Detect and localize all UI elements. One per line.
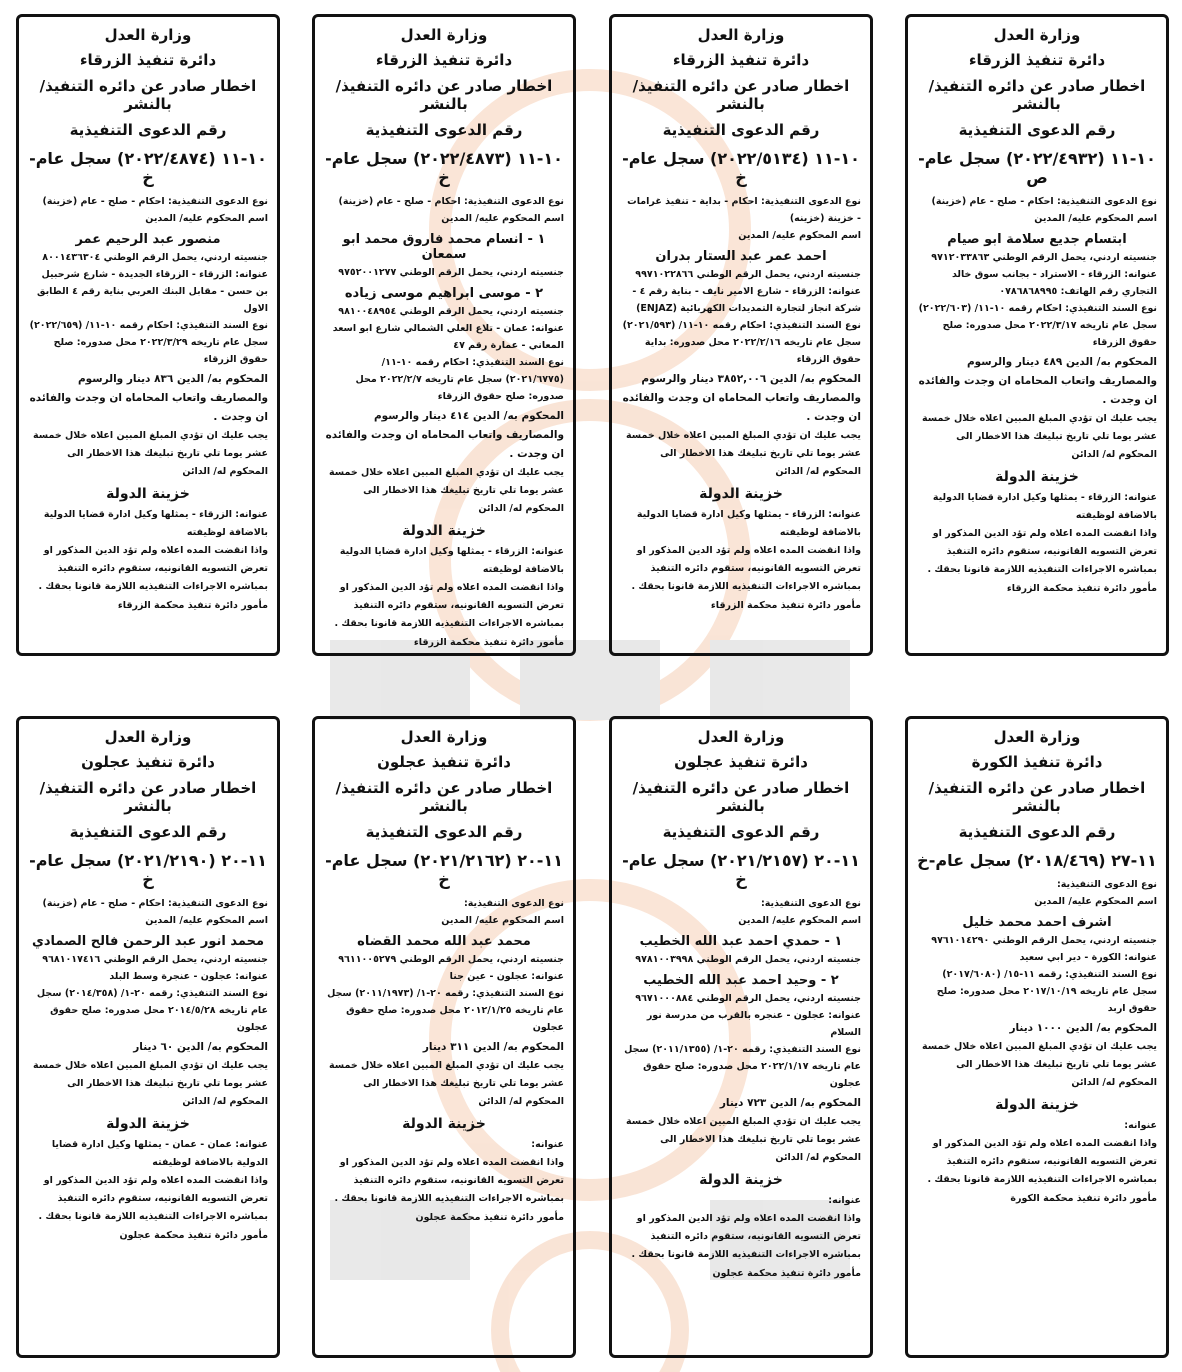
creditor-address: عنوانه: الزرقاء - يمثلها وكيل ادارة قضايا الدولية بالاضافة لوظيفته [932, 492, 1157, 521]
ministry-heading: وزارة العدل [993, 728, 1081, 746]
debtor-details: جنسيته اردني، يحمل الرقم الوطني ٩٦١١٠٠٥٢٧٩ [338, 954, 564, 965]
payment-demand: يجب عليك ان تؤدي المبلغ المبين اعلاه خلال خمسة عشر يوما تلي تاريخ تبليغك هذا الاخطار الى المحكوم له/ الدائن [626, 430, 861, 477]
debtor-details: جنسيته اردني، يحمل الرقم الوطني ٩٧٦١٠١٤٢٩٠ [931, 935, 1157, 946]
department-heading: دائرة تنفيذ الزرقاء [375, 51, 513, 69]
case-label: رقم الدعوى التنفيذية [365, 121, 523, 139]
case-number: ١١-٢٠ (٢٠٢١/٢١٥٧) سجل عام-خ [622, 851, 860, 889]
creditor-name: خزينة الدولة [699, 486, 783, 502]
debtor-details: جنسيته اردني، يحمل الرقم الوطني ٩٨١٠٠٤٨٩٥٤ [338, 306, 564, 317]
payment-demand: يجب عليك ان تؤدي المبلغ المبين اعلاه خلال خمسة عشر يوما تلي تاريخ تبليغك هذا الاخطار الى المحكوم له/ الدائن [626, 1116, 861, 1163]
executive-deed: نوع السند التنفيذي: احكام رقمه ١٠-١١/ (٢٠٢١/٥٩٣) سجل عام تاريخه ٢٠٢٢/٢/١٦ محل صدوره: بداية حقوق الزرقاء [622, 320, 861, 365]
debtor-name: ١ - انسام محمد فاروق محمد ابو سمعان [342, 232, 546, 262]
creditor-name: خزينة الدولة [402, 523, 486, 539]
ministry-heading: وزارة العدل [400, 728, 488, 746]
creditor-name: خزينة الدولة [995, 1097, 1079, 1113]
debtor-address: عنوانه: الزرقاء - شارع الامير نايف - بناية رقم ٤ - شركة انجاز لتجارة التمديدات الكهربائية (ENJAZ) [632, 286, 861, 314]
creditor-name: خزينة الدولة [402, 1116, 486, 1132]
debtor-name: محمد انور عبد الرحمن فالح الصمادي [31, 934, 265, 949]
debtor-details: جنسيته اردني، يحمل الرقم الوطني ٩٦٨١٠١٧٤١٦ [42, 954, 268, 965]
debtor-details: جنسيته اردني، يحمل الرقم الوطني ٩٧١٢٠٣٣٨٦٣ [931, 252, 1157, 263]
case-label: رقم الدعوى التنفيذية [958, 823, 1116, 841]
amount-due: المحكوم به/ الدين ٣١١ دينار [422, 1041, 564, 1053]
legal-warning: واذا انقضت المده اعلاه ولم تؤد الدين المذكور او تعرض التسويه القانونيه، ستقوم دائره التنفيذ بمباشره الاجراءات التنفيذيه اللازمة قانونا بحقك . [631, 545, 861, 592]
department-heading: دائرة تنفيذ عجلون [81, 753, 215, 771]
debtor-label: اسم المحكوم عليه/ المدين [441, 915, 564, 926]
case-type: نوع الدعوى التنفيذية: [1056, 879, 1157, 890]
payment-demand: يجب عليك ان تؤدي المبلغ المبين اعلاه خلال خمسة عشر يوما تلي تاريخ تبليغك هذا الاخطار الى المحكوم له/ الدائن [329, 467, 564, 514]
debtor-address: عنوانه: عجلون - عنجرة وسط البلد [109, 971, 268, 982]
department-heading: دائرة تنفيذ الزرقاء [672, 51, 810, 69]
executive-deed: نوع السند التنفيذي: رقمه ٢٠-١/ (٢٠١١/١٣٥٥) سجل عام تاريخه ٢٠٢٢/١/١٧ محل صدوره: صلح حقوق عجلون [624, 1044, 861, 1089]
case-type: نوع الدعوى التنفيذية: احكام - صلح - عام (خزينة) [338, 196, 564, 207]
officer-signature: مأمور دائرة تنفيذ محكمة عجلون [415, 1212, 564, 1223]
amount-due: المحكوم به/ الدين ٧٢٣ دينار [719, 1097, 861, 1109]
debtor-label: اسم المحكوم عليه/ المدين [1034, 896, 1157, 907]
debtor-name: ٢ - موسى ابراهيم موسى زياده [344, 286, 544, 301]
creditor-address: عنوانه: الزرقاء - يمثلها وكيل ادارة قضايا الدولية بالاضافة لوظيفته [339, 546, 564, 575]
creditor-address: عنوانه: [531, 1139, 564, 1150]
case-number: ١٠-١١ (٢٠٢٢/٤٨٧٤) سجل عام-خ [29, 149, 267, 187]
case-number: ١٠-١١ (٢٠٢٢/٤٨٧٣) سجل عام-خ [325, 149, 563, 187]
amount-due: المحكوم به/ الدين ١٠٠٠ دينار [1009, 1022, 1157, 1034]
ministry-heading: وزارة العدل [993, 26, 1081, 44]
case-label: رقم الدعوى التنفيذية [365, 823, 523, 841]
ministry-heading: وزارة العدل [104, 728, 192, 746]
executive-deed: نوع السند التنفيذي: احكام رقمه ١٠-١١/ (٢٠٢٢/٦٥٩) سجل عام تاريخه ٢٠٢٢/٣/٢٩ محل صدوره: صلح حقوق الزرقاء [29, 320, 268, 365]
notice-card [16, 14, 280, 656]
debtor-label: اسم المحكوم عليه/ المدين [145, 915, 268, 926]
amount-due: المحكوم به/ الدين ٣٨٥٢,٠٠٦ دينار والرسوم والمصاريف واتعاب المحاماه ان وجدت والفائده ان وجدت . [622, 373, 861, 423]
department-heading: دائرة تنفيذ الكورة [971, 753, 1103, 771]
executive-deed: نوع السند التنفيذي: احكام رقمه ١٠-١١/ (٢٠٢١/٦٧٧٥) سجل عام تاريخه ٢٠٢٢/٢/٧ محل صدوره: صلح حقوق الزرقاء [355, 357, 564, 402]
debtor-address: عنوانه: الزرقاء - الاستراد - بجانب سوق خالد التجاري رقم الهاتف: ٠٧٨٦٨٦٨٩٩٥ [951, 269, 1157, 297]
officer-signature: مأمور دائرة تنفيذ محكمة الزرقاء [413, 637, 564, 648]
case-label: رقم الدعوى التنفيذية [69, 121, 227, 139]
debtor-address: عنوانه: عجلون - عين جنا [449, 971, 564, 982]
executive-deed: نوع السند التنفيذي: رقمه ٢٠-١/ (٢٠١٤/٣٥٨) سجل عام تاريخه ٢٠١٤/٥/٢٨ محل صدوره: صلح حقوق عجلون [36, 988, 268, 1033]
ministry-heading: وزارة العدل [697, 26, 785, 44]
creditor-address: عنوانه: عمان - عمان - يمثلها وكيل ادارة قضايا الدولية بالاضافة لوظيفته [51, 1139, 268, 1168]
case-label: رقم الدعوى التنفيذية [662, 121, 820, 139]
notice-title: اخطار صادر عن دائره التنفيذ/ بالنشر [928, 77, 1146, 113]
debtor-details: جنسيته اردني، يحمل الرقم الوطني ٩٧٨١٠٠٣٩٩٨ [635, 954, 861, 965]
creditor-address: عنوانه: الزرقاء - يمثلها وكيل ادارة قضايا الدولية بالاضافة لوظيفته [43, 509, 268, 538]
officer-signature: مأمور دائرة تنفيذ محكمة عجلون [119, 1230, 268, 1241]
case-type: نوع الدعوى التنفيذية: احكام - صلح - عام (خزينة) [931, 196, 1157, 207]
debtor-name: ٢ - وحيد احمد عبد الله الخطيب [643, 973, 839, 988]
debtor-address: عنوانه: الزرقاء - الزرقاء الجديدة - شارع شرحبيل بن حسن - مقابل البنك العربي بناية رقم ٤ الطابق الاول [37, 269, 268, 314]
officer-signature: مأمور دائرة تنفيذ محكمة عجلون [712, 1268, 861, 1279]
case-label: رقم الدعوى التنفيذية [69, 823, 227, 841]
debtor-address: عنوانه: عمان - تلاع العلي الشمالي شارع ابو اسعد المعاني - عمارة رقم ٤٧ [332, 323, 564, 351]
case-type: نوع الدعوى التنفيذية: احكام - صلح - عام (خزينة) [42, 196, 268, 207]
debtor-details: جنسيته اردني، يحمل الرقم الوطني ٨٠٠١٤٣٦٣٠٤ [42, 252, 268, 263]
debtor-address: عنوانه: عجلون - عنجره بالقرب من مدرسة نور السلام [646, 1010, 861, 1038]
notice-card [609, 716, 873, 1358]
creditor-name: خزينة الدولة [106, 1116, 190, 1132]
department-heading: دائرة تنفيذ الزرقاء [968, 51, 1106, 69]
amount-due: المحكوم به/ الدين ٤١٤ دينار والرسوم والمصاريف واتعاب المحاماه ان وجدت والفائده ان وجدت . [325, 410, 564, 460]
notice-card [312, 716, 576, 1358]
payment-demand: يجب عليك ان تؤدي المبلغ المبين اعلاه خلال خمسة عشر يوما تلي تاريخ تبليغك هذا الاخطار الى المحكوم له/ الدائن [922, 1041, 1157, 1088]
case-label: رقم الدعوى التنفيذية [662, 823, 820, 841]
officer-signature: مأمور دائرة تنفيذ محكمة الزرقاء [1006, 583, 1157, 594]
debtor-details: جنسيته اردني، يحمل الرقم الوطني ٩٦٧١٠٠٠٨٨٤ [635, 993, 861, 1004]
case-type: نوع الدعوى التنفيذية: [463, 898, 564, 909]
payment-demand: يجب عليك ان تؤدي المبلغ المبين اعلاه خلال خمسة عشر يوما تلي تاريخ تبليغك هذا الاخطار الى المحكوم له/ الدائن [33, 1060, 268, 1107]
legal-warning: واذا انقضت المده اعلاه ولم تؤد الدين المذكور او تعرض التسويه القانونيه، ستقوم دائره التنفيذ بمباشره الاجراءات التنفيذيه اللازمة قانونا بحقك . [631, 1213, 861, 1260]
notice-title: اخطار صادر عن دائره التنفيذ/ بالنشر [335, 77, 553, 113]
notice-title: اخطار صادر عن دائره التنفيذ/ بالنشر [39, 779, 257, 815]
debtor-address: عنوانه: الكورة - دير ابي سعيد [1019, 952, 1157, 963]
amount-due: المحكوم به/ الدين ٦٠ دينار [133, 1041, 268, 1053]
case-number: ١١-٢٧ (٢٠١٨/٤٦٩) سجل عام-خ [917, 851, 1157, 870]
officer-signature: مأمور دائرة تنفيذ محكمة الزرقاء [710, 600, 861, 611]
creditor-address: عنوانه: [828, 1195, 861, 1206]
debtor-details: جنسيته اردني، يحمل الرقم الوطني ٩٧٥٢٠٠١٢٧٧ [338, 267, 564, 278]
case-type: نوع الدعوى التنفيذية: احكام - بداية - تنفيذ غرامات - خزينة (خزينه) [627, 196, 861, 224]
case-number: ١١-٢٠ (٢٠٢١/٢١٩٠) سجل عام-خ [29, 851, 267, 889]
payment-demand: يجب عليك ان تؤدي المبلغ المبين اعلاه خلال خمسة عشر يوما تلي تاريخ تبليغك هذا الاخطار الى المحكوم له/ الدائن [33, 430, 268, 477]
creditor-name: خزينة الدولة [995, 469, 1079, 485]
officer-signature: مأمور دائرة تنفيذ محكمة الكورة [1010, 1193, 1157, 1204]
executive-deed: نوع السند التنفيذي: رقمه ١١-١٥/ (٢٠١٧/٦٠٨٠) سجل عام تاريخه ٢٠١٧/١٠/١٩ محل صدوره: صلح حقوق اربد [936, 969, 1157, 1014]
legal-warning: واذا انقضت المده اعلاه ولم تؤد الدين المذكور او تعرض التسويه القانونيه، ستقوم دائره التنفيذ بمباشره الاجراءات التنفيذيه اللازمة قانونا بحقك . [38, 545, 268, 592]
debtor-name: ابتسام جديع سلامة ابو صيام [947, 232, 1127, 247]
notice-title: اخطار صادر عن دائره التنفيذ/ بالنشر [928, 779, 1146, 815]
debtor-name: ١ - حمدي احمد عبد الله الخطيب [639, 934, 843, 949]
notice-title: اخطار صادر عن دائره التنفيذ/ بالنشر [39, 77, 257, 113]
executive-deed: نوع السند التنفيذي: رقمه ٢٠-١/ (٢٠١١/١٩٧٣) سجل عام تاريخه ٢٠١٢/١/٢٥ محل صدوره: صلح حقوق عجلون [327, 988, 564, 1033]
case-type: نوع الدعوى التنفيذية: [760, 898, 861, 909]
creditor-address: عنوانه: [1124, 1120, 1157, 1131]
case-number: ١٠-١١ (٢٠٢٢/٥١٣٤) سجل عام-خ [622, 149, 860, 187]
debtor-name: منصور عبد الرحيم عمر [75, 232, 221, 247]
debtor-label: اسم المحكوم عليه/ المدين [1034, 213, 1157, 224]
legal-warning: واذا انقضت المده اعلاه ولم تؤد الدين المذكور او تعرض التسويه القانونيه، ستقوم دائره التنفيذ بمباشره الاجراءات التنفيذيه اللازمة قانونا بحقك . [334, 1157, 564, 1204]
department-heading: دائرة تنفيذ الزرقاء [79, 51, 217, 69]
creditor-address: عنوانه: الزرقاء - يمثلها وكيل ادارة قضايا الدولية بالاضافة لوظيفته [636, 509, 861, 538]
legal-warning: واذا انقضت المده اعلاه ولم تؤد الدين المذكور او تعرض التسويه القانونيه، ستقوم دائره التنفيذ بمباشره الاجراءات التنفيذيه اللازمة قانونا بحقك . [927, 528, 1157, 575]
amount-due: المحكوم به/ الدين ٤٨٩ دينار والرسوم والمصاريف واتعاب المحاماه ان وجدت والفائده ان وجدت . [918, 356, 1157, 406]
notice-title: اخطار صادر عن دائره التنفيذ/ بالنشر [632, 779, 850, 815]
payment-demand: يجب عليك ان تؤدي المبلغ المبين اعلاه خلال خمسة عشر يوما تلي تاريخ تبليغك هذا الاخطار الى المحكوم له/ الدائن [329, 1060, 564, 1107]
notice-title: اخطار صادر عن دائره التنفيذ/ بالنشر [335, 779, 553, 815]
debtor-name: محمد عبد الله محمد القضاه [357, 934, 531, 949]
legal-warning: واذا انقضت المده اعلاه ولم تؤد الدين المذكور او تعرض التسويه القانونيه، ستقوم دائره التنفيذ بمباشره الاجراءات التنفيذيه اللازمة قانونا بحقك . [38, 1175, 268, 1222]
case-type: نوع الدعوى التنفيذية: احكام - صلح - عام (خزينة) [42, 898, 268, 909]
ministry-heading: وزارة العدل [104, 26, 192, 44]
debtor-name: احمد عمر عبد الستار بدران [655, 249, 827, 264]
debtor-label: اسم المحكوم عليه/ المدين [738, 915, 861, 926]
legal-warning: واذا انقضت المده اعلاه ولم تؤد الدين المذكور او تعرض التسويه القانونيه، ستقوم دائره التنفيذ بمباشره الاجراءات التنفيذيه اللازمة قانونا بحقك . [334, 582, 564, 629]
notice-title: اخطار صادر عن دائره التنفيذ/ بالنشر [632, 77, 850, 113]
case-label: رقم الدعوى التنفيذية [958, 121, 1116, 139]
ministry-heading: وزارة العدل [400, 26, 488, 44]
department-heading: دائرة تنفيذ عجلون [377, 753, 511, 771]
notice-card [609, 14, 873, 656]
officer-signature: مأمور دائرة تنفيذ محكمة الزرقاء [117, 600, 268, 611]
debtor-details: جنسيته اردني، يحمل الرقم الوطني ٩٩٧١٠٢٢٨٦٦ [635, 269, 861, 280]
payment-demand: يجب عليك ان تؤدي المبلغ المبين اعلاه خلال خمسة عشر يوما تلي تاريخ تبليغك هذا الاخطار الى المحكوم له/ الدائن [922, 413, 1157, 460]
department-heading: دائرة تنفيذ عجلون [674, 753, 808, 771]
amount-due: المحكوم به/ الدين ٨٣٦ دينار والرسوم والمصاريف واتعاب المحاماه ان وجدت والفائده ان وجدت . [29, 373, 268, 423]
legal-warning: واذا انقضت المده اعلاه ولم تؤد الدين المذكور او تعرض التسويه القانونيه، ستقوم دائره التنفيذ بمباشره الاجراءات التنفيذيه اللازمة قانونا بحقك . [927, 1138, 1157, 1185]
notice-card [16, 716, 280, 1358]
debtor-label: اسم المحكوم عليه/ المدين [738, 230, 861, 241]
debtor-label: اسم المحكوم عليه/ المدين [145, 213, 268, 224]
creditor-name: خزينة الدولة [106, 486, 190, 502]
debtor-label: اسم المحكوم عليه/ المدين [441, 213, 564, 224]
notice-card [905, 14, 1169, 656]
notice-card [312, 14, 576, 656]
case-number: ١٠-١١ (٢٠٢٢/٤٩٣٢) سجل عام-ص [918, 149, 1156, 187]
debtor-name: اشرف احمد محمد خليل [962, 915, 1112, 930]
executive-deed: نوع السند التنفيذي: احكام رقمه ١٠-١١/ (٢٠٢٢/٦٠٣) سجل عام تاريخه ٢٠٢٢/٣/١٧ محل صدوره: صلح حقوق الزرقاء [918, 303, 1157, 348]
notice-card [905, 716, 1169, 1358]
ministry-heading: وزارة العدل [697, 728, 785, 746]
case-number: ١١-٢٠ (٢٠٢١/٢١٦٢) سجل عام-خ [325, 851, 563, 889]
creditor-name: خزينة الدولة [699, 1172, 783, 1188]
